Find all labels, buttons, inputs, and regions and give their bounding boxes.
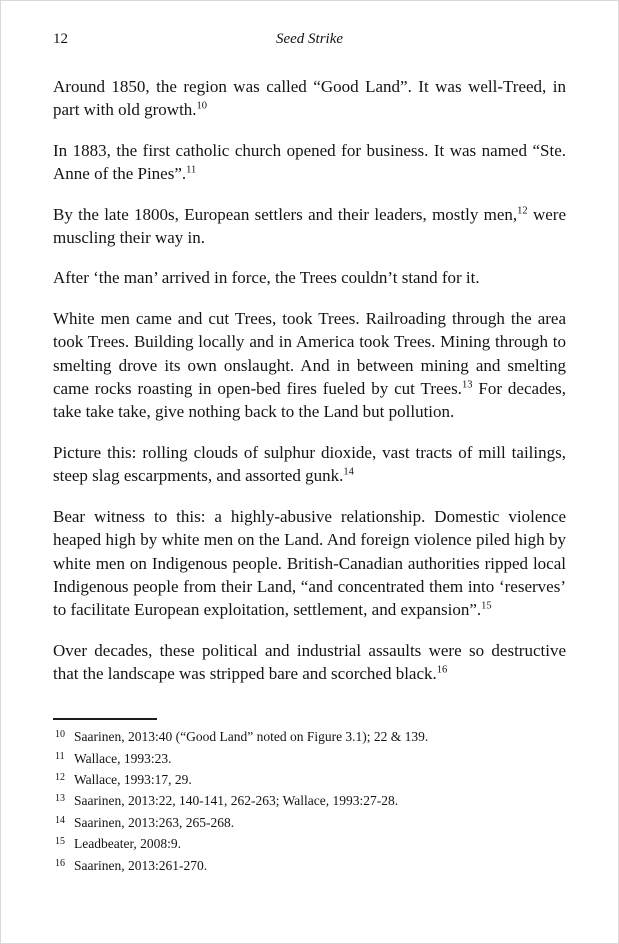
footnote-item — [53, 791, 566, 812]
paragraph-text: Around 1850, the region was called “Good Land”. It was well-Treed, in part with old growth. — [53, 77, 566, 120]
paragraph-text: For decades, take take take, give nothing back to the Land but pollution. — [53, 379, 566, 422]
footnote-number: 16 — [55, 857, 65, 869]
page-header — [53, 31, 566, 53]
footnote-ref: 14 — [343, 466, 354, 478]
page-number: 12 — [53, 31, 68, 47]
footnote-item — [53, 856, 566, 877]
paragraph-text: Bear witness to this: a highly-abusive relationship. Domestic violence heaped high by white men on the Land. And foreign violence piled high by white men on Indigenous people. British-Canadian authorities ripped local Indigenous people from their Land, “and concentrated them into ‘reserves’ to facilitate European exploitation, settlement, and expansion”. — [53, 506, 566, 620]
paragraph-text: After ‘the man’ arrived in force, the Trees couldn’t stand for it. — [53, 268, 480, 288]
paragraph-text: Over decades, these political and industrial assaults were so destructive that the landscape was stripped bare and scorched black. — [53, 640, 566, 684]
running-title: Seed Strike — [275, 31, 344, 47]
paragraph-text: By the late 1800s, European settlers and their leaders, mostly men, — [53, 204, 518, 224]
footnote-text: Saarinen, 2013:261-270. — [74, 857, 208, 873]
footnote-text: Leadbeater, 2008:9. — [74, 836, 182, 852]
footnote-number: 14 — [55, 814, 65, 826]
paragraph — [53, 505, 566, 622]
footnotes-list — [53, 727, 566, 877]
footnote-text: Saarinen, 2013:40 (“Good Land” noted on Figure 3.1); 22 & 139. — [74, 729, 429, 745]
footnote-number: 11 — [55, 750, 65, 762]
paragraph-text: In 1883, the first catholic church opened for business. It was named “Ste. Anne of the Pines”. — [53, 140, 566, 184]
footnote-ref: 13 — [461, 379, 473, 391]
footnote-separator — [53, 718, 157, 720]
paragraph — [53, 307, 566, 424]
footnote-item — [53, 749, 566, 770]
footnote-text: Wallace, 1993:17, 29. — [74, 771, 192, 787]
body-paragraphs — [53, 75, 566, 686]
footnote-number: 12 — [55, 771, 65, 783]
paragraph — [53, 639, 566, 686]
footnote-text: Saarinen, 2013:22, 140-141, 262-263; Wallace, 1993:27-28. — [74, 793, 399, 809]
footnote-number: 13 — [55, 793, 65, 805]
footnote-ref: 15 — [481, 600, 492, 612]
paragraph — [53, 203, 566, 250]
paragraph — [53, 139, 566, 186]
footnote-item — [53, 727, 566, 748]
footnote-number: 10 — [55, 729, 65, 741]
paragraph-text: were muscling their way in. — [53, 204, 566, 248]
paragraph — [53, 75, 566, 122]
footnote-ref: 11 — [186, 164, 197, 176]
footnote-ref: 12 — [517, 204, 528, 216]
footnote-number: 15 — [55, 836, 65, 848]
footnote-area — [53, 718, 566, 877]
footnote-text: Wallace, 1993:23. — [74, 750, 172, 766]
footnote-item — [53, 770, 566, 791]
footnote-ref: 16 — [436, 664, 448, 676]
footnote-text: Saarinen, 2013:263, 265-268. — [74, 814, 235, 830]
footnote-item — [53, 813, 566, 834]
footnote-ref: 10 — [196, 100, 208, 112]
paragraph — [53, 441, 566, 488]
paragraph-text: Picture this: rolling clouds of sulphur dioxide, vast tracts of mill tailings, steep slag escarpments, and assorted gunk. — [53, 442, 566, 486]
paragraph-text: White men came and cut Trees, took Trees. Railroading through the area took Trees. Building locally and in America took Trees. Mining through to smelting drove its own onslaught. And in between mining and smelting came rocks roasting in open-bed fires fueled by cut Trees. — [53, 308, 566, 399]
paragraph — [53, 266, 566, 289]
footnote-item — [53, 834, 566, 855]
